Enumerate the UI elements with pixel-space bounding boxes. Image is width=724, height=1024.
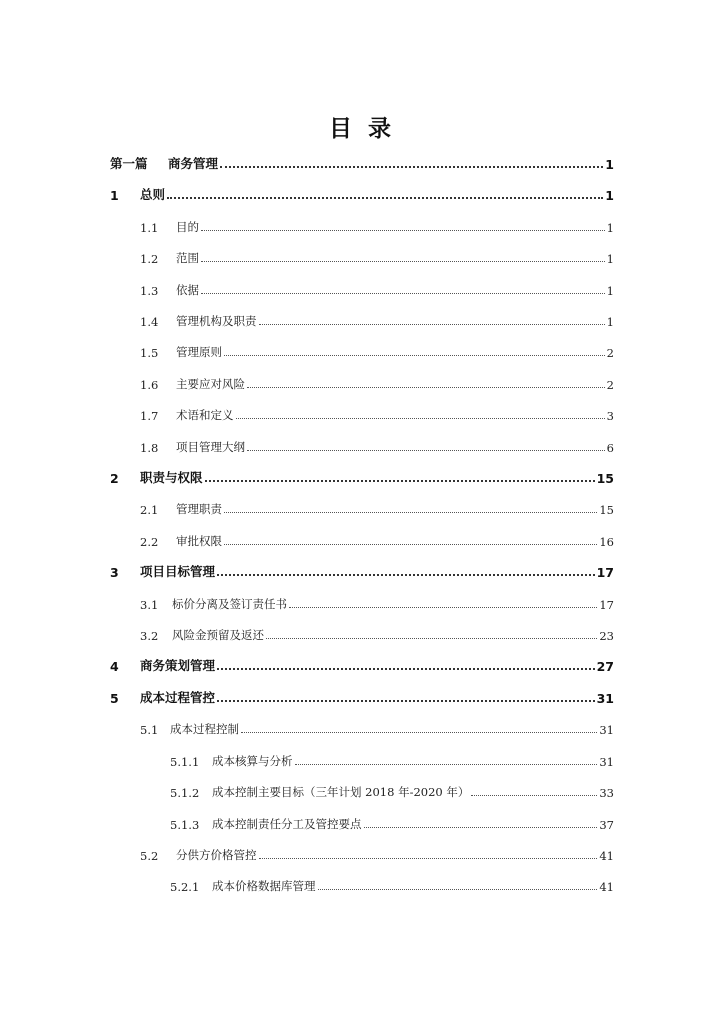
toc-entry-page: 6 xyxy=(606,441,614,455)
toc-entry-page: 27 xyxy=(596,659,614,674)
toc-leader-dots xyxy=(471,795,597,796)
toc-entry-title: 管理机构及职责 xyxy=(176,314,257,328)
toc-entry-page: 17 xyxy=(599,598,614,612)
toc-entry-title: 职责与权限 xyxy=(140,470,203,485)
toc-entry-title: 项目目标管理 xyxy=(140,564,216,579)
toc-entry-number: 1.5 xyxy=(140,346,159,360)
toc-entry-title: 主要应对风险 xyxy=(176,377,245,391)
toc-leader-dots xyxy=(224,544,597,545)
toc-entry-number: 5.2.1 xyxy=(170,880,200,894)
toc-entry-number: 3.2 xyxy=(140,629,159,643)
toc-entry-page: 33 xyxy=(599,786,614,800)
toc-entry-number: 5.1.2 xyxy=(170,786,200,800)
toc-entry-4[interactable] xyxy=(110,654,614,674)
toc-entry-title: 分供方价格管控 xyxy=(176,848,257,862)
toc-entry-3-1[interactable] xyxy=(140,592,614,612)
toc-entry-title: 标价分离及签订责任书 xyxy=(172,597,287,611)
toc-entry-title: 成本价格数据库管理 xyxy=(212,879,316,893)
toc-entry-number: 2 xyxy=(110,471,119,486)
toc-leader-dots xyxy=(201,293,605,294)
toc-entry-title: 成本过程控制 xyxy=(170,722,239,736)
toc-entry-page: 31 xyxy=(599,755,614,769)
toc-entry-number: 1.3 xyxy=(140,284,159,298)
toc-entry-2[interactable] xyxy=(110,466,614,486)
toc-entry-number: 1.7 xyxy=(140,409,159,423)
toc-leader-dots xyxy=(217,668,595,670)
toc-entry-page: 1 xyxy=(606,221,614,235)
toc-entry-page: 16 xyxy=(599,535,614,549)
toc-entry-number: 第一篇 xyxy=(110,156,148,171)
toc-entry-title: 术语和定义 xyxy=(176,408,234,422)
toc-entry-number: 5.2 xyxy=(140,849,159,863)
toc-leader-dots xyxy=(217,574,595,576)
toc-leader-dots xyxy=(295,764,598,765)
toc-entry-title: 成本控制责任分工及管控要点 xyxy=(212,817,362,831)
toc-entry-2-1[interactable] xyxy=(140,497,614,517)
toc-entry-5-1-2[interactable] xyxy=(170,780,614,800)
toc-entry-title: 范围 xyxy=(176,251,199,265)
toc-entry-5-1-1[interactable] xyxy=(170,749,614,769)
toc-entry-number: 2.1 xyxy=(140,503,159,517)
toc-entry-1-4[interactable] xyxy=(140,309,614,329)
toc-entry-number: 1.6 xyxy=(140,378,159,392)
toc-entry-title: 商务管理 xyxy=(168,156,219,171)
toc-entry-page: 1 xyxy=(605,157,614,172)
toc-entry-1-2[interactable] xyxy=(140,246,614,266)
toc-entry-number: 5.1 xyxy=(140,723,159,737)
page-title: 目 录 xyxy=(328,116,395,142)
toc-entry-1-6[interactable] xyxy=(140,372,614,392)
toc-entry-title: 商务策划管理 xyxy=(140,658,216,673)
toc-entry-number: 5.1.3 xyxy=(170,818,200,832)
toc-entry-title: 风险金预留及返还 xyxy=(172,628,264,642)
toc-leader-dots xyxy=(266,638,597,639)
toc-leader-dots xyxy=(201,261,605,262)
toc-leader-dots xyxy=(205,480,595,482)
toc-entry-page: 1 xyxy=(606,252,614,266)
toc-entry-1-5[interactable] xyxy=(140,340,614,360)
toc-entry-number: 5 xyxy=(110,691,119,706)
toc-entry-5-2-1[interactable] xyxy=(170,874,614,894)
toc-entry-page: 15 xyxy=(596,471,614,486)
toc-entry-number: 1 xyxy=(110,188,119,203)
toc-entry-number: 3.1 xyxy=(140,598,159,612)
toc-entry-title: 成本过程管控 xyxy=(140,690,216,705)
toc-entry-title: 总则 xyxy=(140,187,166,202)
toc-entry-1-1[interactable] xyxy=(140,215,614,235)
toc-entry-number: 4 xyxy=(110,659,119,674)
toc-entry-number: 1.2 xyxy=(140,252,159,266)
toc-entry-5-1-3[interactable] xyxy=(170,812,614,832)
toc-entry-page: 31 xyxy=(599,723,614,737)
toc-entry-number: 1.8 xyxy=(140,441,159,455)
toc-entry-page: 2 xyxy=(606,346,614,360)
toc-entry-page: 1 xyxy=(606,284,614,298)
toc-entry-title: 管理职责 xyxy=(176,502,222,516)
toc-entry-part-1[interactable] xyxy=(110,152,614,172)
toc-entry-1[interactable] xyxy=(110,183,614,203)
toc-entry-title: 管理原则 xyxy=(176,345,222,359)
toc-leader-dots xyxy=(289,607,597,608)
toc-entry-5[interactable] xyxy=(110,686,614,706)
toc-entry-page: 3 xyxy=(606,409,614,423)
toc-entry-page: 2 xyxy=(606,378,614,392)
toc-entry-5-2[interactable] xyxy=(140,843,614,863)
toc-entry-title: 目的 xyxy=(176,220,199,234)
toc-entry-number: 3 xyxy=(110,565,119,580)
toc-entry-2-2[interactable] xyxy=(140,529,614,549)
toc-entry-number: 5.1.1 xyxy=(170,755,200,769)
toc-entry-number: 1.1 xyxy=(140,221,159,235)
toc-entry-page: 37 xyxy=(599,818,614,832)
toc-leader-dots xyxy=(201,230,605,231)
toc-entry-1-8[interactable] xyxy=(140,435,614,455)
toc-entry-page: 31 xyxy=(596,691,614,706)
toc-entry-page: 1 xyxy=(606,315,614,329)
toc-leader-dots xyxy=(241,732,597,733)
toc-entry-3[interactable] xyxy=(110,560,614,580)
toc-entry-page: 15 xyxy=(599,503,614,517)
toc-leader-dots xyxy=(236,418,605,419)
toc-leader-dots xyxy=(247,387,605,388)
toc-entry-page: 1 xyxy=(605,188,614,203)
toc-leader-dots xyxy=(220,166,603,168)
toc-leader-dots xyxy=(364,827,598,828)
toc-leader-dots xyxy=(224,355,605,356)
toc-entry-title: 成本控制主要目标（三年计划 2018 年-2020 年） xyxy=(212,785,470,799)
toc-entry-page: 41 xyxy=(599,849,614,863)
toc-entry-page: 41 xyxy=(599,880,614,894)
toc-entry-number: 1.4 xyxy=(140,315,159,329)
toc-entry-page: 23 xyxy=(599,629,614,643)
toc-entry-page: 17 xyxy=(596,565,614,580)
toc-leader-dots xyxy=(247,450,605,451)
toc-entry-1-7[interactable] xyxy=(140,403,614,423)
toc-leader-dots xyxy=(217,700,595,702)
toc-entry-title: 项目管理大纲 xyxy=(176,440,245,454)
toc-entry-title: 依据 xyxy=(176,283,199,297)
toc-leader-dots xyxy=(224,512,597,513)
toc-entry-3-2[interactable] xyxy=(140,623,614,643)
toc-entry-1-3[interactable] xyxy=(140,278,614,298)
toc-entry-title: 审批权限 xyxy=(176,534,222,548)
toc-entry-number: 2.2 xyxy=(140,535,159,549)
toc-leader-dots xyxy=(167,197,603,199)
toc-leader-dots xyxy=(318,889,598,890)
toc-entry-5-1[interactable] xyxy=(140,717,614,737)
toc-entry-title: 成本核算与分析 xyxy=(212,754,293,768)
toc-leader-dots xyxy=(259,858,598,859)
toc-leader-dots xyxy=(259,324,605,325)
